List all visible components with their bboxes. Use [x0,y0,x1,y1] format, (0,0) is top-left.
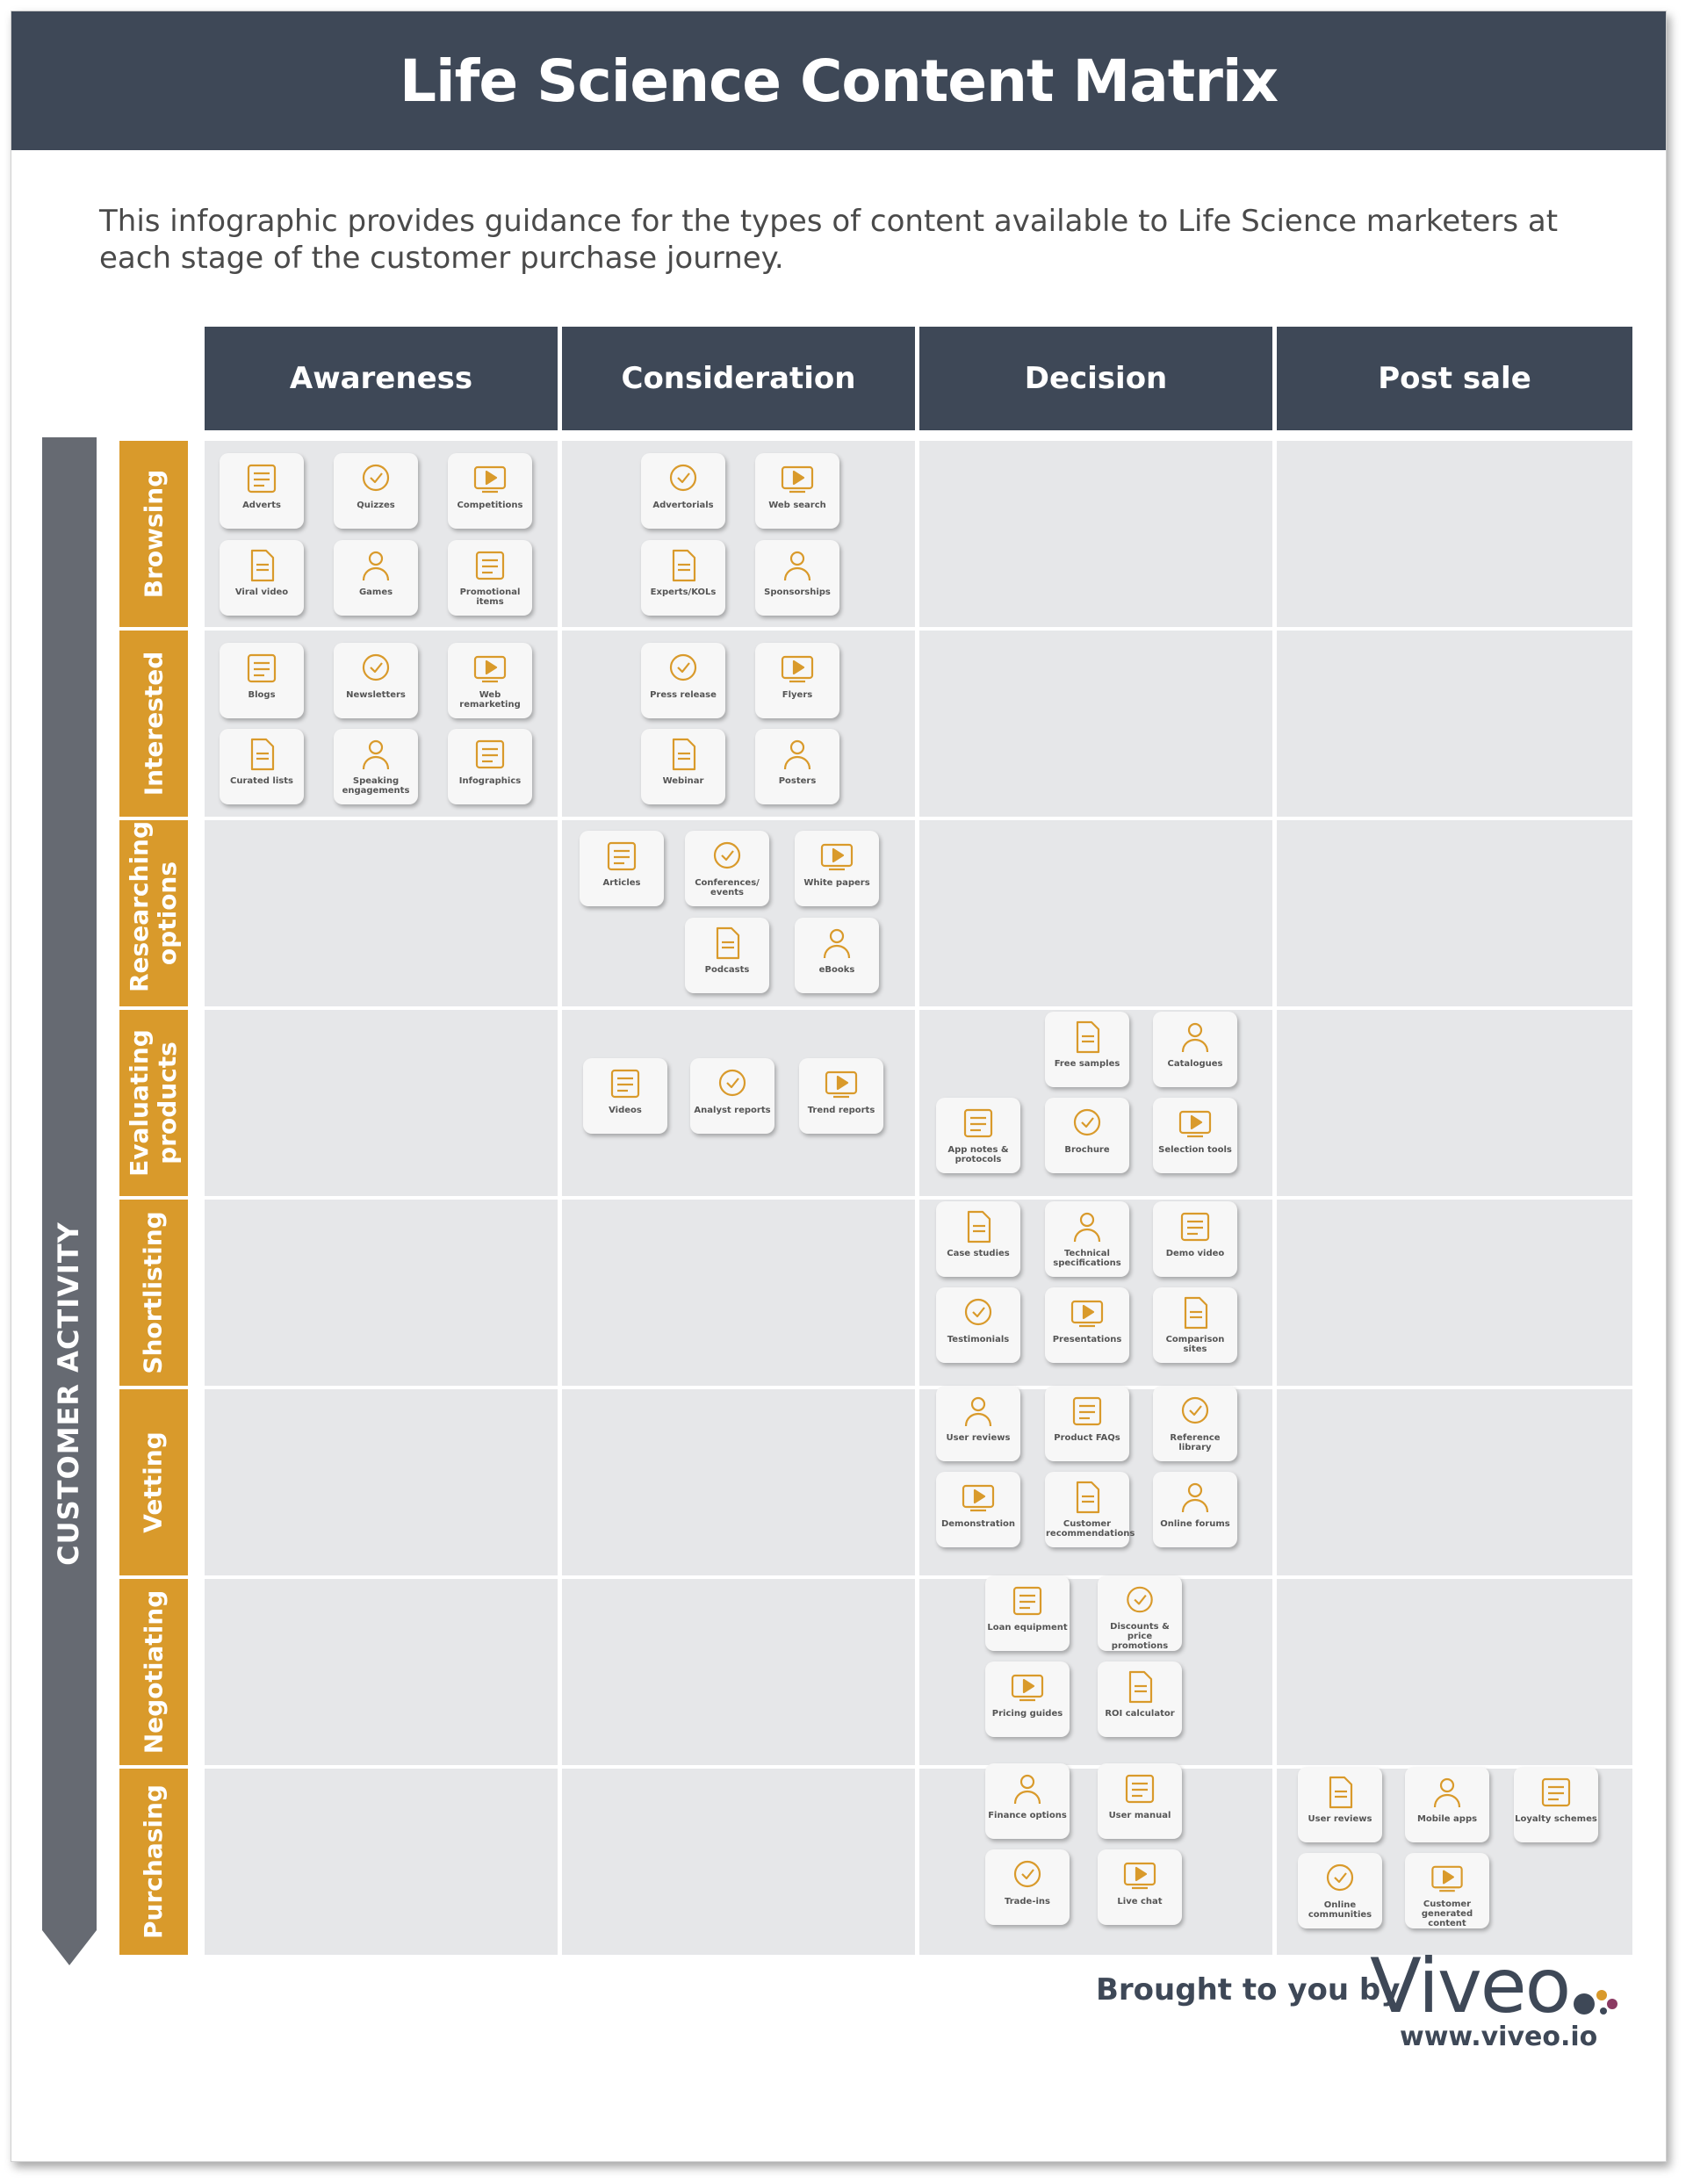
content-type-icon [605,1063,645,1104]
content-tile-label: Web remarketing [459,690,521,710]
content-type-icon [712,1063,753,1104]
content-type-icon [663,458,703,499]
content-type-icon [958,1391,998,1431]
content-tile-label: Analyst reports [694,1106,771,1115]
content-tile-label: Trade-ins [1005,1897,1050,1906]
matrix-cell [919,441,1272,627]
content-type-icon [817,836,857,876]
content-tile [795,831,879,906]
content-type-icon [1067,1477,1107,1517]
content-type-icon [241,545,282,586]
matrix-cell [562,631,915,817]
content-tile-label: Product FAQs [1054,1433,1120,1443]
matrix-cell [205,1200,558,1386]
content-tile-label: Promotional items [459,587,521,607]
content-type-icon [777,734,818,775]
matrix-cell [1277,1579,1632,1765]
content-type-icon [1067,1017,1107,1057]
content-tile-label: Discounts & price promotions [1110,1622,1170,1651]
content-tile [220,453,304,529]
content-tile [641,729,725,804]
content-tile-label: White papers [803,878,870,888]
content-type-icon [1320,1772,1360,1813]
content-tile-label: Articles [602,878,641,888]
content-type-icon [958,1293,998,1333]
content-tile [685,831,769,906]
content-tile-label: Presentations [1052,1335,1122,1344]
content-tile [1045,1098,1129,1173]
intro-text: This infographic provides guidance for the types of content available to Life Science marketers at each stage of the customer purchase journey. [99,204,1559,276]
content-tile-label: Posters [778,776,817,786]
matrix-cell [205,820,558,1006]
matrix-cell [562,1769,915,1955]
content-tile [1153,1201,1237,1277]
content-type-icon [1120,1769,1160,1809]
column-header-decision: Decision [919,327,1272,430]
content-tile-label: Blogs [248,690,276,700]
content-type-icon [958,1477,998,1517]
content-tile [755,643,839,718]
matrix-cell [205,1389,558,1575]
content-tile [641,643,725,718]
customer-activity-arrow [42,437,97,1965]
content-tile [1098,1763,1182,1839]
content-tile [220,540,304,616]
content-type-icon [1536,1772,1576,1813]
content-type-icon [777,458,818,499]
content-tile [1098,1575,1182,1651]
content-type-icon [1067,1103,1107,1143]
content-tile-label: Podcasts [704,965,750,975]
content-tile [936,1098,1020,1173]
matrix-cell [919,1769,1272,1955]
content-tile [799,1058,883,1134]
content-tile-label: Loyalty schemes [1515,1814,1597,1824]
content-tile-label: Mobile apps [1416,1814,1478,1824]
content-tile-label: Online communities [1308,1900,1372,1920]
content-type-icon [356,458,396,499]
content-tile [583,1058,667,1134]
content-tile [448,643,532,718]
content-tile-label: Loan equipment [987,1623,1068,1633]
matrix-cell [562,1579,915,1765]
content-tile-label: Catalogues [1167,1059,1223,1069]
content-tile [1045,1012,1129,1087]
content-tile-label: Advertorials [652,501,714,510]
content-tile [1153,1012,1237,1087]
content-type-icon [470,458,510,499]
content-type-icon [470,648,510,688]
content-type-icon [1427,1772,1467,1813]
content-type-icon [1007,1769,1048,1809]
content-type-icon [707,836,747,876]
row-header-researching: Researching options [119,820,188,1006]
column-header-post-sale: Post sale [1277,327,1632,430]
content-tile [936,1201,1020,1277]
content-tile-label: Viral video [234,587,289,597]
matrix-cell [1277,441,1632,627]
content-type-icon [470,545,510,586]
content-tile [1153,1386,1237,1461]
row-header-interested: Interested [119,631,188,817]
content-type-icon [1427,1858,1467,1898]
content-type-icon [663,734,703,775]
content-tile-label: Games [358,587,393,597]
content-tile-label: Curated lists [230,776,293,786]
row-header-shortlisting: Shortlisting [119,1200,188,1386]
content-tile-label: Case studies [947,1249,1010,1258]
content-tile [985,1575,1070,1651]
column-header-consideration: Consideration [562,327,915,430]
row-header-purchasing: Purchasing [119,1769,188,1955]
content-tile [1045,1201,1129,1277]
content-tile [985,1661,1070,1737]
content-tile-label: eBooks [818,965,855,975]
content-tile [1153,1098,1237,1173]
content-type-icon [356,545,396,586]
content-tile-label: Experts/KOLs [650,587,717,597]
content-tile-label: Trend reports [807,1106,875,1115]
content-type-icon [663,648,703,688]
matrix-cell [562,1389,915,1575]
content-tile-label: User reviews [946,1433,1011,1443]
content-tile-label: Online forums [1160,1519,1230,1529]
content-type-icon [1120,1667,1160,1707]
content-tile-label: Web search [768,501,826,510]
content-type-icon [777,648,818,688]
content-tile [1045,1386,1129,1461]
matrix-cell [919,820,1272,1006]
content-tile [1405,1767,1489,1842]
content-tile-label: Finance options [988,1811,1067,1820]
title-banner [11,11,1666,150]
website-url: www.viveo.io [1400,2022,1598,2052]
content-tile [985,1849,1070,1925]
matrix-cell [1277,820,1632,1006]
row-header-vetting: Vetting [119,1389,188,1575]
content-type-icon [470,734,510,775]
content-tile-label: Conferences/ events [695,878,760,897]
content-tile-label: Flyers [782,690,813,700]
content-tile [448,540,532,616]
content-tile-label: Free samples [1054,1059,1120,1069]
content-tile [641,540,725,616]
content-tile-label: Demo video [1165,1249,1225,1258]
matrix-cell [1277,631,1632,817]
content-tile [690,1058,774,1134]
content-tile [1514,1767,1598,1842]
content-tile-label: Customer recommendations [1046,1519,1135,1539]
content-type-icon [1007,1581,1048,1621]
content-tile [220,643,304,718]
row-header-browsing: Browsing [119,441,188,627]
content-tile [1298,1853,1382,1928]
matrix-cell [562,441,915,627]
content-tile [1153,1287,1237,1363]
content-tile-label: Videos [609,1106,642,1115]
content-tile [795,918,879,993]
content-tile-label: Testimonials [947,1335,1010,1344]
brought-to-you-by: Brought to you by [1096,1972,1401,2007]
matrix-cell [1277,1010,1632,1196]
content-tile-label: Pricing guides [991,1709,1063,1719]
row-header-negotiating: Negotiating [119,1579,188,1765]
content-tile-label: Competitions [457,501,523,510]
content-tile-label: Demonstration [940,1519,1016,1529]
content-tile [334,729,418,804]
matrix-cell [205,1769,558,1955]
content-tile-label: App notes & protocols [947,1145,1009,1164]
content-tile [936,1287,1020,1363]
matrix-cell [1277,1389,1632,1575]
matrix-cell [205,1579,558,1765]
content-type-icon [356,648,396,688]
content-tile-label: Reference library [1170,1433,1221,1452]
content-tile-label: Adverts [242,501,281,510]
content-tile-label: Comparison sites [1165,1335,1225,1354]
matrix-cell [919,631,1272,817]
content-type-icon [777,545,818,586]
content-tile-label: Technical specifications [1053,1249,1121,1268]
content-type-icon [1067,1391,1107,1431]
content-type-icon [356,734,396,775]
customer-activity-label: CUSTOMER ACTIVITY [52,1222,85,1566]
content-type-icon [817,923,857,963]
column-header-awareness: Awareness [205,327,558,430]
content-type-icon [1320,1858,1360,1899]
content-tile [580,831,664,906]
content-tile [1098,1849,1182,1925]
content-type-icon [1007,1855,1048,1895]
matrix-cell [562,1200,915,1386]
row-header-evaluating: Evaluating products [119,1010,188,1196]
content-tile-label: Live chat [1117,1897,1163,1906]
content-type-icon [602,836,642,876]
content-tile [936,1472,1020,1547]
content-tile [641,453,725,529]
content-tile [1098,1661,1182,1737]
content-tile-label: Speaking engagements [342,776,410,796]
content-type-icon [1120,1581,1160,1620]
content-tile-label: Customer generated content [1421,1899,1473,1928]
content-tile-label: Newsletters [346,690,406,700]
content-type-icon [1175,1017,1215,1057]
matrix-cell [919,1579,1272,1765]
content-tile-label: Selection tools [1158,1145,1232,1155]
content-tile [1045,1472,1135,1547]
content-tile [936,1386,1020,1461]
content-tile-label: Brochure [1064,1145,1110,1155]
content-type-icon [821,1063,861,1104]
content-tile [755,540,839,616]
content-tile [1405,1853,1489,1928]
matrix-cell [205,1010,558,1196]
content-type-icon [1175,1293,1215,1333]
content-type-icon [1175,1103,1215,1143]
content-tile [220,729,304,804]
content-tile-label: Quizzes [357,501,395,510]
content-type-icon [1067,1293,1107,1333]
content-type-icon [1175,1391,1215,1431]
content-tile-label: Press release [650,690,717,700]
content-tile-label: ROI calculator [1105,1709,1175,1719]
content-type-icon [1120,1855,1160,1895]
content-tile [985,1763,1070,1839]
content-tile [448,453,532,529]
page-title: Life Science Content Matrix [399,47,1279,115]
content-tile [334,453,418,529]
content-tile [755,729,839,804]
content-tile-label: Webinar [662,776,704,786]
content-tile-label: User reviews [1308,1814,1372,1824]
content-type-icon [958,1103,998,1143]
content-type-icon [958,1207,998,1247]
content-type-icon [1175,1477,1215,1517]
content-type-icon [241,458,282,499]
content-tile-label: User manual [1108,1811,1171,1820]
content-type-icon [663,545,703,586]
content-tile [334,643,418,718]
content-type-icon [1067,1207,1107,1247]
content-tile [448,729,532,804]
content-type-icon [241,648,282,688]
content-type-icon [707,923,747,963]
content-tile [1153,1472,1237,1547]
content-type-icon [1175,1207,1215,1247]
content-tile [685,918,769,993]
content-tile-label: Sponsorships [764,587,831,597]
content-tile [755,453,839,529]
logo-dots-icon [1572,1985,1625,2020]
content-tile [1045,1287,1129,1363]
content-type-icon [241,734,282,775]
matrix-cell [1277,1200,1632,1386]
viveo-logo: Viveo [1370,1943,1570,2030]
content-tile-label: Infographics [458,776,522,786]
content-tile [334,540,418,616]
content-tile [1298,1767,1382,1842]
content-type-icon [1007,1667,1048,1707]
